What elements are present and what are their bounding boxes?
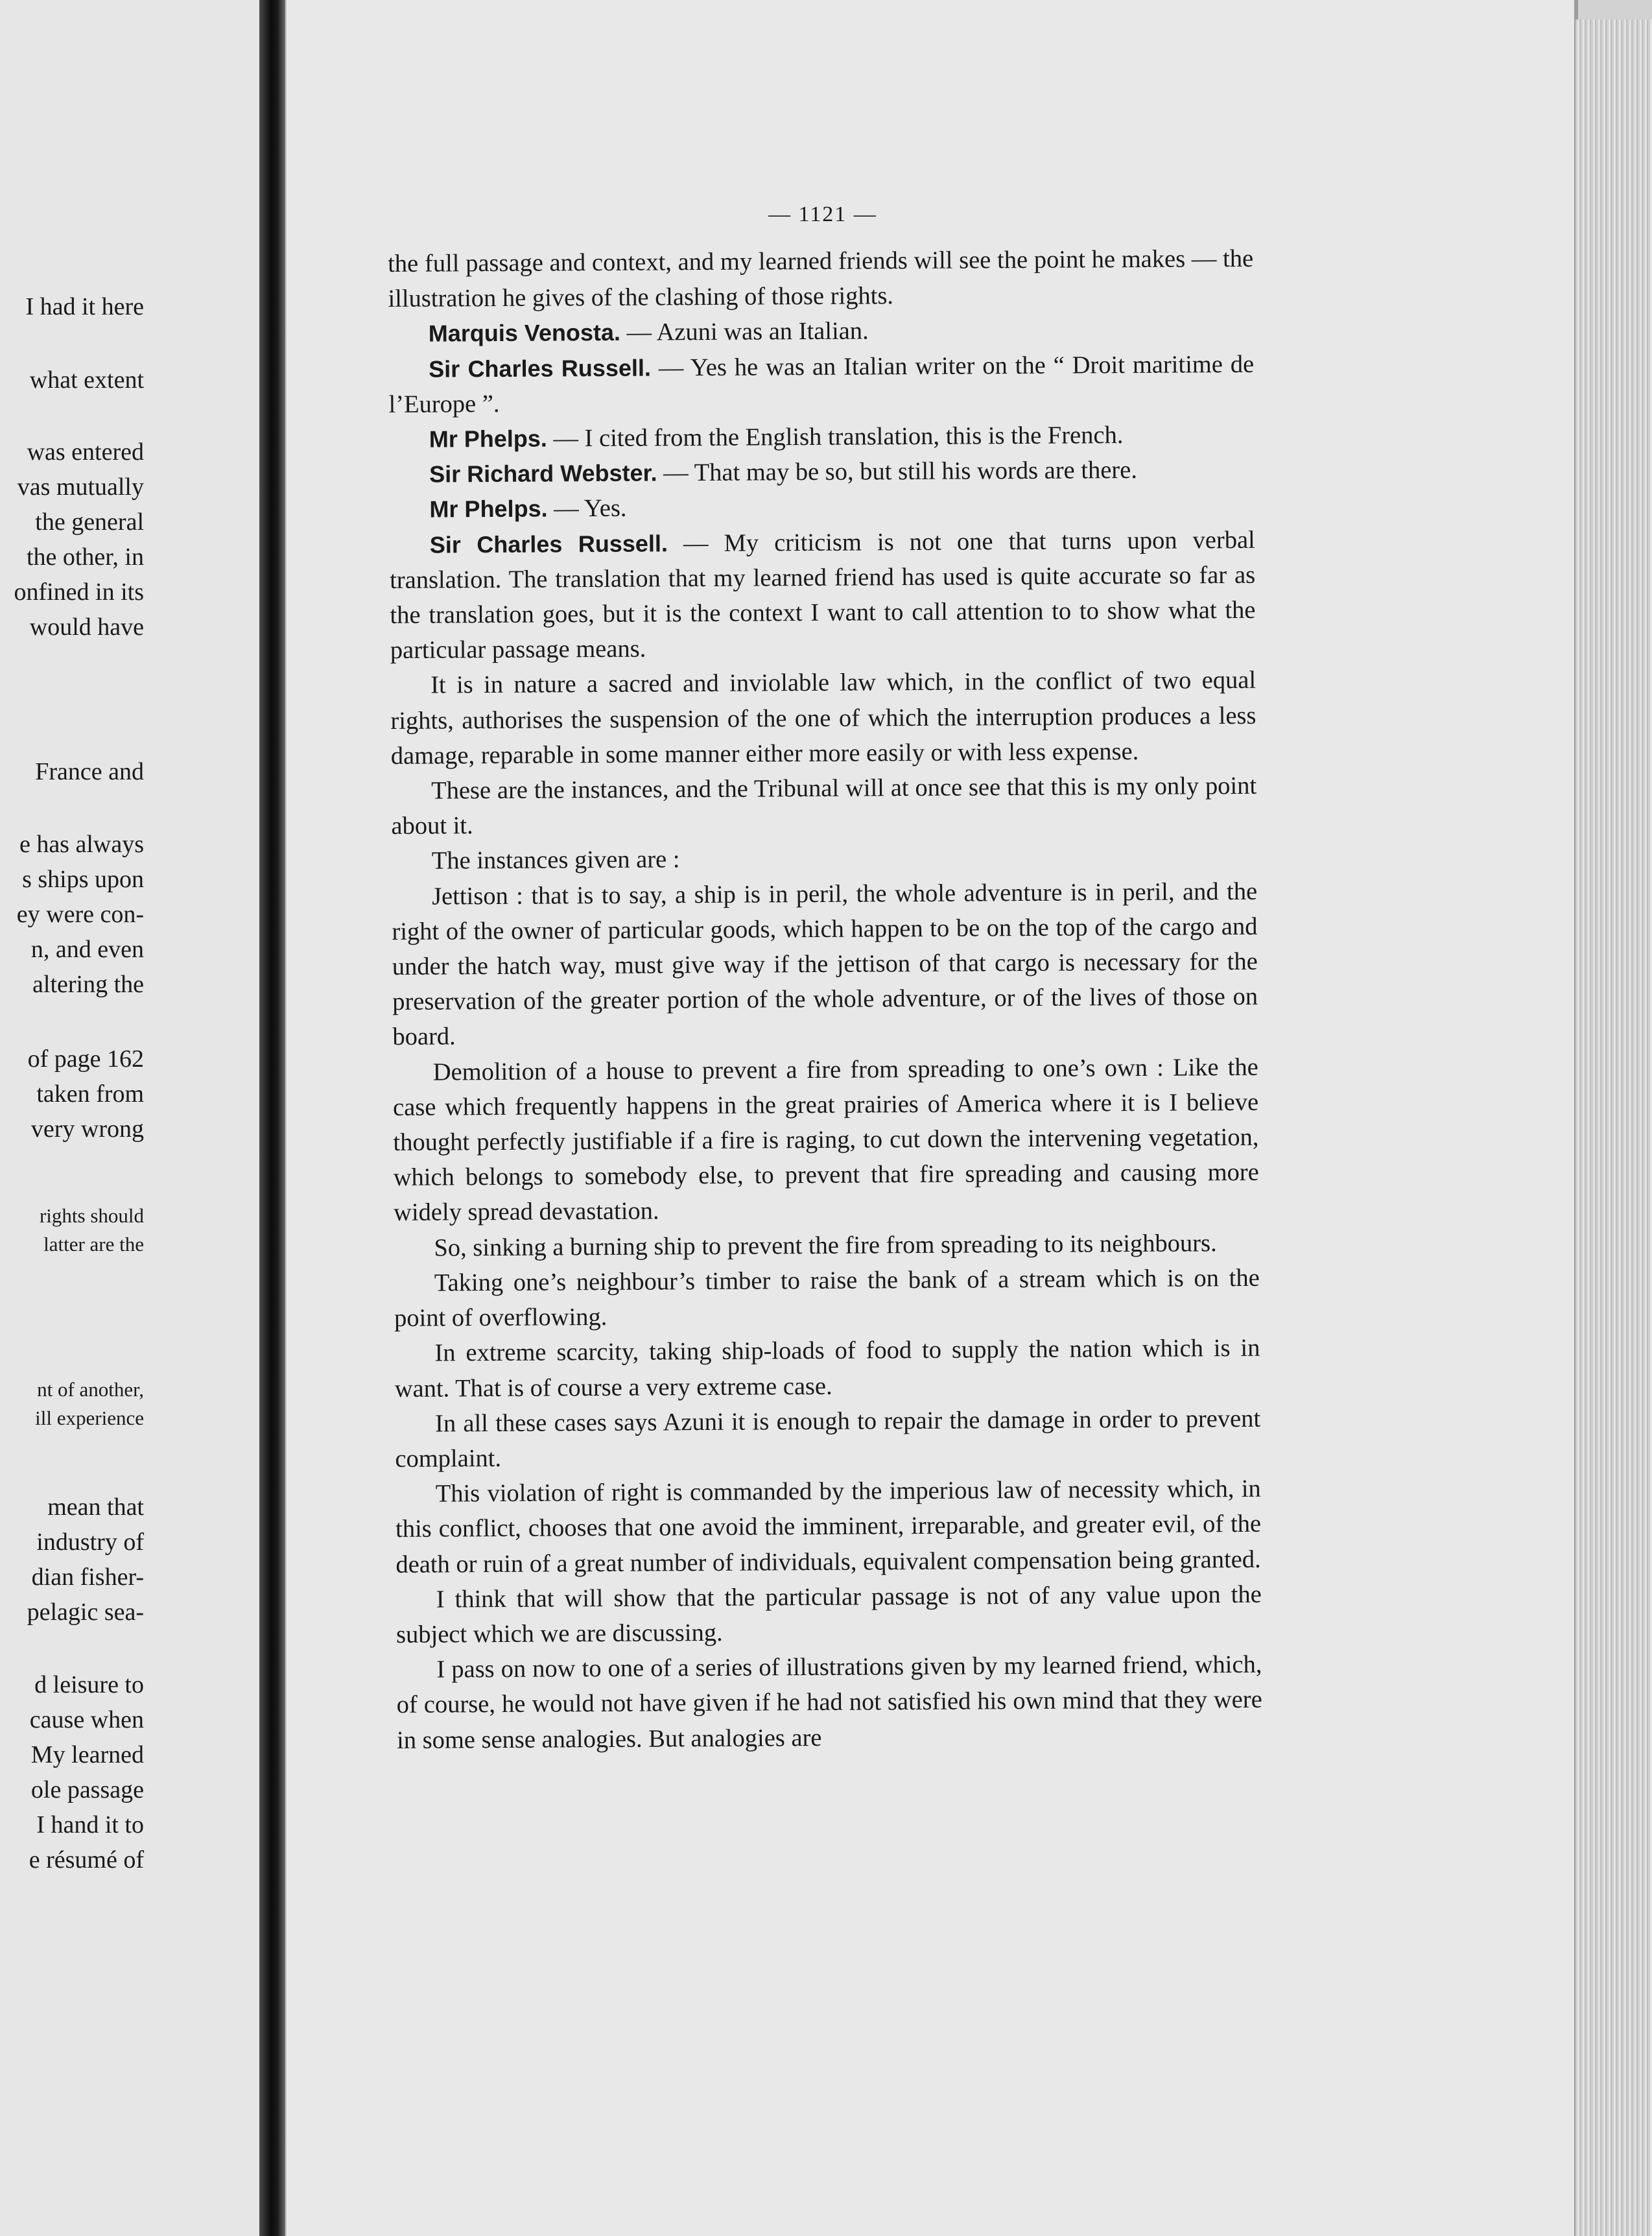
left-fragment: dian fisher- bbox=[31, 1564, 144, 1591]
left-fragment: cause when bbox=[29, 1706, 144, 1733]
left-fragment: d leisure to bbox=[34, 1671, 144, 1698]
left-fragment: latter are the bbox=[43, 1233, 144, 1255]
speech-paragraph bbox=[389, 487, 1255, 527]
body-paragraph bbox=[394, 1261, 1260, 1337]
left-fragment: France and bbox=[35, 758, 144, 785]
left-fragment: was entered bbox=[27, 438, 144, 466]
body-paragraph bbox=[390, 663, 1257, 774]
paragraph-text: These are the instances, and the Tribunal will at once see that this is my only point about it. bbox=[391, 772, 1257, 840]
paragraph-text: Taking one’s neighbour’s timber to raise the bank of a stream which is on the point of overflowing. bbox=[394, 1264, 1260, 1333]
paragraph-text: Jettison : that is to say, a ship is in peril, the whole adventure is in peril, and the right of the owner of particular goods, which happen to be on the top of the cargo and under the hatch way, must give way if the jettison of that cargo is necessary for the preservation of the greater portion of the whole adventure, or of the lives of those on board. bbox=[392, 877, 1258, 1051]
body-paragraph bbox=[394, 1331, 1260, 1407]
paragraph-text: — My criticism is not one that turns upon verbal translation. The translation that my learned friend has used is quite accurate so far as the translation goes, but it is the context I want to call attention to to show what the particular passage means. bbox=[390, 526, 1256, 665]
left-page bbox=[0, 0, 263, 2236]
body-paragraph bbox=[393, 1049, 1260, 1230]
left-fragment: very wrong bbox=[30, 1115, 144, 1143]
speaker-name: Mr Phelps. bbox=[429, 495, 548, 523]
left-fragment: s ships upon bbox=[22, 866, 144, 893]
speaker-name: Sir Charles Russell. bbox=[429, 354, 652, 383]
page-number: — 1121 — bbox=[768, 202, 877, 226]
left-fragment: My learned bbox=[30, 1741, 144, 1768]
left-page-text-fragments bbox=[0, 0, 259, 2236]
paragraph-text: In all these cases says Azuni it is enough to repair the damage in order to prevent complaint. bbox=[395, 1405, 1261, 1473]
left-fragment: ey were con- bbox=[16, 901, 144, 928]
left-fragment: onfined in its bbox=[14, 578, 144, 606]
body-paragraph bbox=[391, 768, 1257, 844]
left-fragment: rights should bbox=[39, 1204, 144, 1227]
left-fragment: the general bbox=[35, 508, 144, 536]
body-paragraph bbox=[392, 838, 1257, 879]
left-fragment: I had it here bbox=[25, 293, 144, 320]
left-fragment: vas mutually bbox=[17, 473, 144, 501]
body-paragraph bbox=[392, 874, 1258, 1054]
paragraph-text: Demolition of a house to prevent a fire from spreading to one’s own : Like the case which frequently happens in the great prairies of America where it is I believe thought perfectly justifiable if a fire is raging, to cut down the intervening vegetation, which belongs to somebody else, to prevent that fire spreading and causing more widely spread devastation. bbox=[392, 1053, 1259, 1227]
left-fragment: pelagic sea- bbox=[27, 1599, 144, 1626]
left-fragment: ole passage bbox=[30, 1776, 144, 1803]
left-fragment: e résumé of bbox=[29, 1846, 144, 1873]
left-fragment: e has always bbox=[19, 831, 144, 858]
speech-paragraph bbox=[388, 311, 1254, 351]
paragraph-text: the full passage and context, and my learned friends will see the point he makes — the illustration he gives of the clashing of those rights. bbox=[388, 244, 1254, 313]
page-stack-edge bbox=[1575, 19, 1652, 2236]
left-fragment: nt of another, bbox=[37, 1378, 144, 1401]
left-fragment: altering the bbox=[32, 971, 144, 998]
body-paragraph bbox=[394, 1226, 1259, 1266]
body-paragraph bbox=[395, 1471, 1262, 1582]
body-paragraph bbox=[396, 1577, 1262, 1653]
left-fragment: of page 162 bbox=[27, 1045, 144, 1073]
paragraph-text: — Yes. bbox=[554, 495, 627, 523]
speaker-name: Mr Phelps. bbox=[429, 425, 547, 453]
speaker-name: Sir Charles Russell. bbox=[429, 529, 668, 558]
left-fragment: mean that bbox=[47, 1493, 144, 1521]
left-fragment: n, and even bbox=[30, 936, 144, 963]
paragraph-text: In extreme scarcity, taking ship-loads of food to supply the nation which is in want. That is of course a very extreme case. bbox=[394, 1335, 1260, 1403]
book-gutter bbox=[259, 0, 285, 2236]
body-text bbox=[388, 241, 1262, 1758]
paragraph-text: I pass on now to one of a series of illustrations given by my learned friend, which, of course, he would not have given if he had not satisfied his own mind that they were in some sense analogies. But analogies are bbox=[396, 1650, 1262, 1754]
speech-paragraph bbox=[389, 452, 1255, 492]
paragraph-text: I think that will show that the particular passage is not of any value upon the subject which we are discussing. bbox=[395, 1580, 1262, 1648]
paragraph-text: It is in nature a sacred and inviolable law which, in the conflict of two equal rights, authorises the suspension of the one of which the interruption produces a less damage, reparable in some manner either more easily or with less expense. bbox=[390, 667, 1257, 770]
paragraph-text: So, sinking a burning ship to prevent the fire from spreading to its neighbours. bbox=[434, 1229, 1217, 1262]
paragraph-text: The instances given are : bbox=[431, 846, 680, 875]
left-fragment: taken from bbox=[36, 1080, 144, 1108]
paragraph-text: — Azuni was an Italian. bbox=[626, 317, 869, 347]
left-fragment: would have bbox=[29, 613, 144, 641]
paragraph-text: This violation of right is commanded by the imperious law of necessity which, in this conflict, chooses that one avoid the imminent, irreparable, and greater evil, of the death or ruin of a great number of individuals, equivalent compensation being granted. bbox=[395, 1475, 1262, 1578]
paragraph-text: — I cited from the English translation, this is the French. bbox=[553, 422, 1124, 453]
paragraph-text: — Yes he was an Italian writer on the “ Droit maritime de l’Europe ”. bbox=[388, 350, 1255, 418]
paragraph-text: — That may be so, but still his words are there. bbox=[663, 457, 1138, 487]
left-fragment: ill experience bbox=[35, 1407, 144, 1429]
left-fragment: what extent bbox=[29, 366, 144, 394]
speech-paragraph bbox=[390, 522, 1256, 668]
body-paragraph bbox=[388, 241, 1254, 317]
left-fragment: industry of bbox=[36, 1528, 144, 1556]
speaker-name: Marquis Venosta. bbox=[428, 319, 621, 348]
left-fragment: the other, in bbox=[26, 543, 144, 571]
body-paragraph bbox=[396, 1647, 1262, 1758]
left-fragment: I hand it to bbox=[36, 1811, 144, 1838]
body-paragraph bbox=[395, 1401, 1261, 1477]
speech-paragraph bbox=[389, 417, 1255, 457]
speech-paragraph bbox=[388, 346, 1255, 422]
speaker-name: Sir Richard Webster. bbox=[429, 459, 657, 488]
